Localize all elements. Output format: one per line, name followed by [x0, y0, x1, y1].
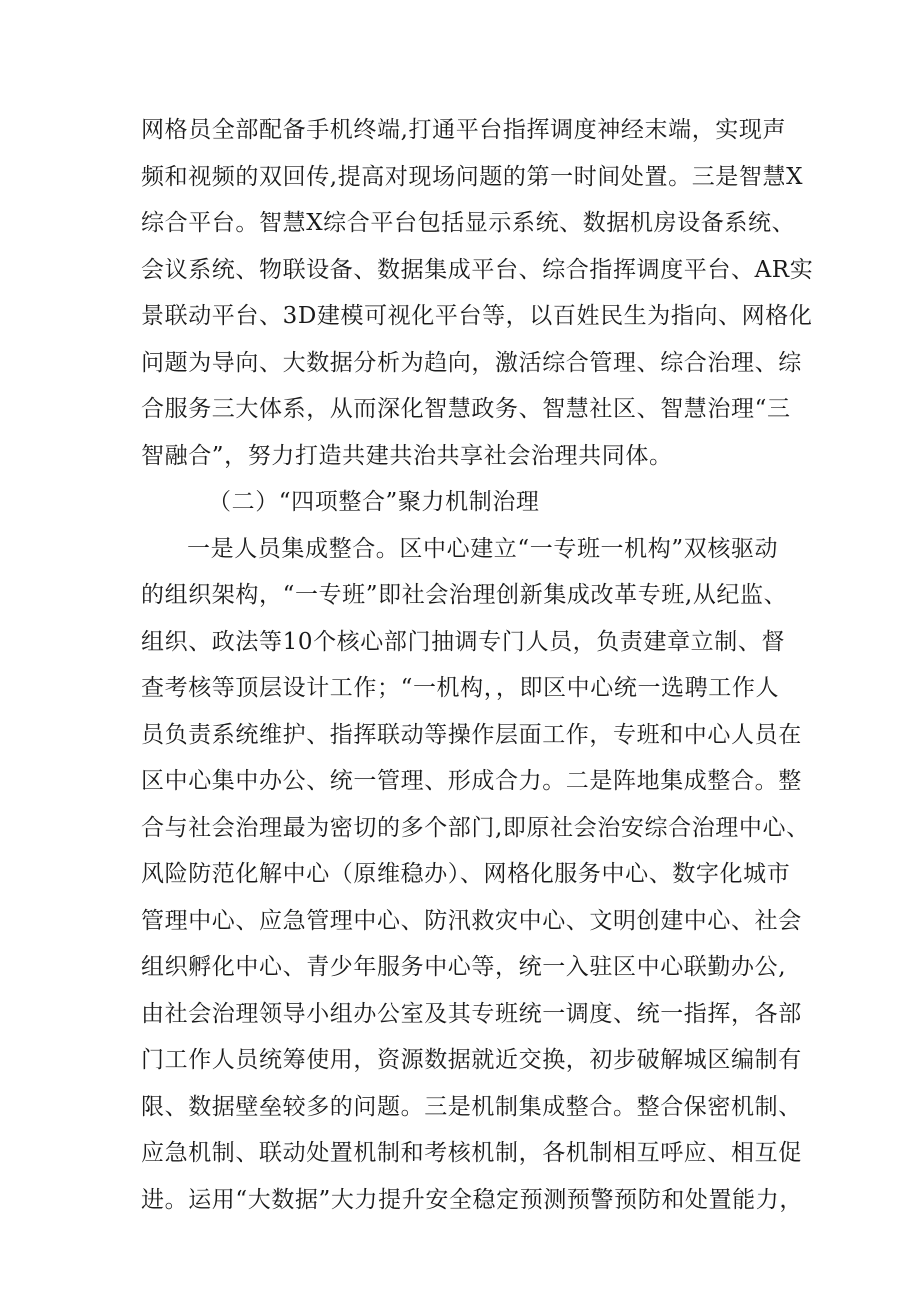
- section-heading: （二）“四项整合”聚力机制治理: [208, 489, 540, 515]
- text-line: 进。运用“大数据”大力提升安全稳定预测预警预防和处置能力，: [141, 1187, 803, 1213]
- text-line: 应急机制、联动处置机制和考核机制，各机制相互呼应、相互促: [141, 1140, 802, 1166]
- text-line: 组织孵化中心、青少年服务中心等，统一入驻区中心联勤办公,: [141, 954, 787, 980]
- text-line: 智融合”，努力打造共建共治共享社会治理共同体。: [141, 443, 673, 469]
- text-line: 管理中心、应急管理中心、防汛救灾中心、文明创建中心、社会: [141, 908, 802, 934]
- text-line: 员负责系统维护、指挥联动等操作层面工作，专班和中心人员在: [141, 722, 802, 748]
- text-line: 的组织架构，“一专班”即社会治理创新集成改革专班,从纪监、: [141, 582, 788, 608]
- text-line: 限、数据壁垒较多的问题。三是机制集成整合。整合保密机制、: [141, 1094, 802, 1120]
- text-line: 网格员全部配备手机终端,打通平台指挥调度神经末端，实现声: [141, 117, 787, 143]
- text-line: 门工作人员统筹使用，资源数据就近交换，初步破解城区编制有: [141, 1047, 802, 1073]
- text-line: 由社会治理领导小组办公室及其专班统一调度、统一指挥，各部: [141, 1001, 802, 1027]
- text-line: 问题为导向、大数据分析为趋向，激活综合管理、综合治理、综: [141, 350, 802, 376]
- text-line: 风险防范化解中心（原维稳办）、网格化服务中心、数字化城市: [141, 861, 791, 887]
- text-line: 频和视频的双回传,提高对现场问题的第一时间处置。三是智慧X: [141, 164, 804, 190]
- text-line: 查考核等顶层设计工作；“一机构，，即区中心统一选聘工作人: [141, 675, 780, 701]
- text-line: 合与社会治理最为密切的多个部门,即原社会治安综合治理中心、: [141, 815, 810, 841]
- text-line: 合服务三大体系，从而深化智慧政务、智慧社区、智慧治理“三: [141, 396, 791, 422]
- text-line: 一是人员集成整合。区中心建立“一专班一机构”双核驱动: [187, 536, 779, 562]
- text-line: 综合平台。智慧X综合平台包括显示系统、数据机房设备系统、: [141, 210, 796, 236]
- text-line: 区中心集中办公、统一管理、形成合力。二是阵地集成整合。整: [141, 768, 802, 794]
- text-line: 景联动平台、3D建模可视化平台等，以百姓民生为指向、网格化: [141, 303, 813, 329]
- text-line: 组织、政法等10个核心部门抽调专门人员，负责建章立制、督: [141, 629, 786, 655]
- text-line: 会议系统、物联设备、数据集成平台、综合指挥调度平台、AR实: [141, 257, 814, 283]
